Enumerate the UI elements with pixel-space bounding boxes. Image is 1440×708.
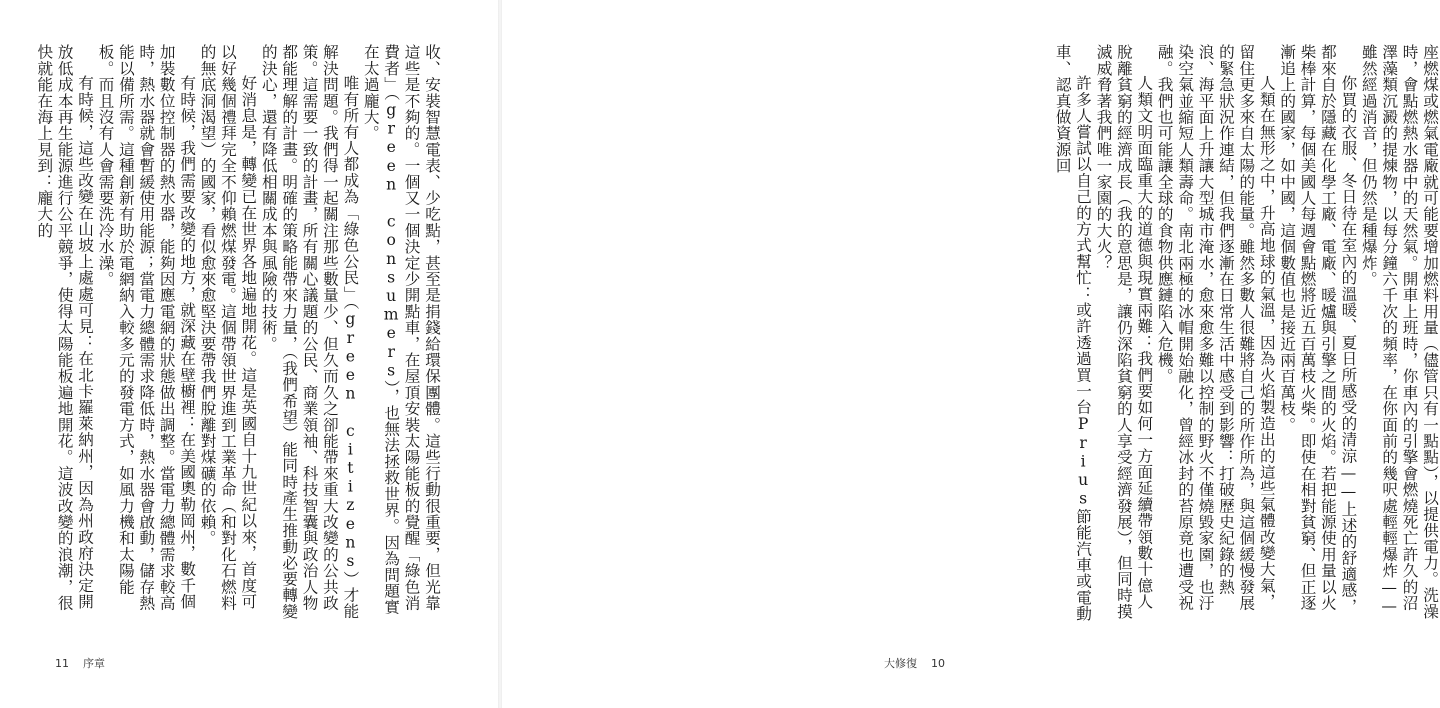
paragraph: 有時候，我們需要改變的地方，就深藏在壁櫥裡：在美國奧勒岡州，數千個加裝數位控制器的熱水器，能夠因應電網的狀態做出調整。當電力總體需求較高時，熱水器就會暫緩使用能源；當電力總體需求降低時，熱水器會啟動，儲存熱能以備所需。這種創新有助於電網納入較多元的發電方式，如風力機和太陽能板。而且沒有人會需要洗冷水澡。 (96, 44, 197, 611)
paragraph: 有時候，這些改變在山坡上處處可見：在北卡羅萊納州，因為州政府決定開放低成本再生能源進行公平競爭，使得太陽能板遍地開花。這波改變的浪潮，很快就能在海上見到：龐大的 (35, 44, 95, 611)
left-page-text (35, 44, 442, 624)
paragraph: 人類在無形之中，升高地球的氣溫，因為火焰製造出的這些氣體改變大氣，留住更多來自太陽的能量。雖然多數人很難將自己的所作所為，與這個緩慢發展的緊急狀況作連結，但我們逐漸在日常生活中感受到影響：打破歷史紀錄的熱浪、海平面上升讓大型城市淹水，愈來愈多難以控制的野火不僅燒毀家園，也汙染空氣並縮短人類壽命。南北兩極的冰帽開始融化，曾經冰封的苔原竟也遭受祝融。我們也可能讓全球的食物供應鏈陷入危機。 (1155, 44, 1276, 611)
paragraph: 人類文明面臨重大的道德與現實兩難：我們要如何一方面延續帶領數十億人脫離貧窮的經濟成長（我的意思是，讓仍深陷貧窮的人享受經濟發展），但同時摸滅威脅著我們唯一家園的大火？ (1094, 44, 1154, 620)
right-page (500, 0, 1439, 708)
paragraph: 唯有所有人都成為「綠色公民」（green citizens）才能解決問題。我們得一起關注那些數量少、但久而久之卻能帶來重大改變的公共政策。這需要一致的計畫，所有關心議題的公民、商業領袖、科技智囊與政治人物都能理解的計畫。明確的策略能帶來力量，（我們希望）能同時產生推動必要轉變的決心，還有降低相關成本與風險的技術。 (259, 44, 360, 620)
page-number: 11 (55, 657, 69, 670)
paragraph: 座燃煤或燃氣電廠就可能要增加燃料用量（儘管只有一點點），以提供電力。洗澡時，會點燃熱水器中的天然氣。開車上班時，你車內的引擎會燃燒死亡許久的沼澤藻類沉澱的提煉物，以每分鐘六千次的頻率，在你面前的幾呎處輕輕爆炸——雖然經過消音，但仍然是種爆炸。 (1359, 44, 1439, 620)
running-title: 大修復 (884, 657, 917, 670)
folio-left (55, 655, 105, 671)
running-title: 序章 (83, 657, 105, 670)
paragraph: 許多人嘗試以自己的方式幫忙：或許透過買一台Prius節能汽車或電動車、認真做資源回 (1053, 44, 1093, 622)
paragraph: 你買的衣服、冬日待在室內的溫暖、夏日所感受的清涼——上述的舒適感，都來自於隱藏在化學工廠、電廠、暖爐與引擎之間的火焰。若把能源使用量以火柴棒計算，每個美國人每週會點燃將近五百萬枝火柴。即使在相對貧窮、但正逐漸追上的國家，如中國，這個數值也是接近兩百萬枝。 (1278, 44, 1358, 615)
right-page-text (1053, 44, 1440, 624)
left-page (0, 0, 500, 708)
paragraph: 好消息是，轉變已在世界各地遍地開花。這是英國自十九世紀以來，首度可以好幾個禮拜完全不仰賴燃煤發電。這個帶領世界進到工業革命（和對化石燃料的無底洞渴望）的國家，看似愈來愈堅決要帶我們脫離對煤礦的依賴。 (198, 44, 258, 611)
paragraph: 收、安裝智慧電表、少吃點，甚至是捐錢給環保團體。這些行動很重要，但光靠這些是不夠的。一個又一個決定少開點車，在屋頂安裝太陽能板的覺醒「綠色消費者」（green consumers），也無法拯救世界。因為問題實在太過龐大。 (361, 44, 441, 616)
folio-right (884, 655, 945, 671)
page-number: 10 (931, 657, 945, 670)
